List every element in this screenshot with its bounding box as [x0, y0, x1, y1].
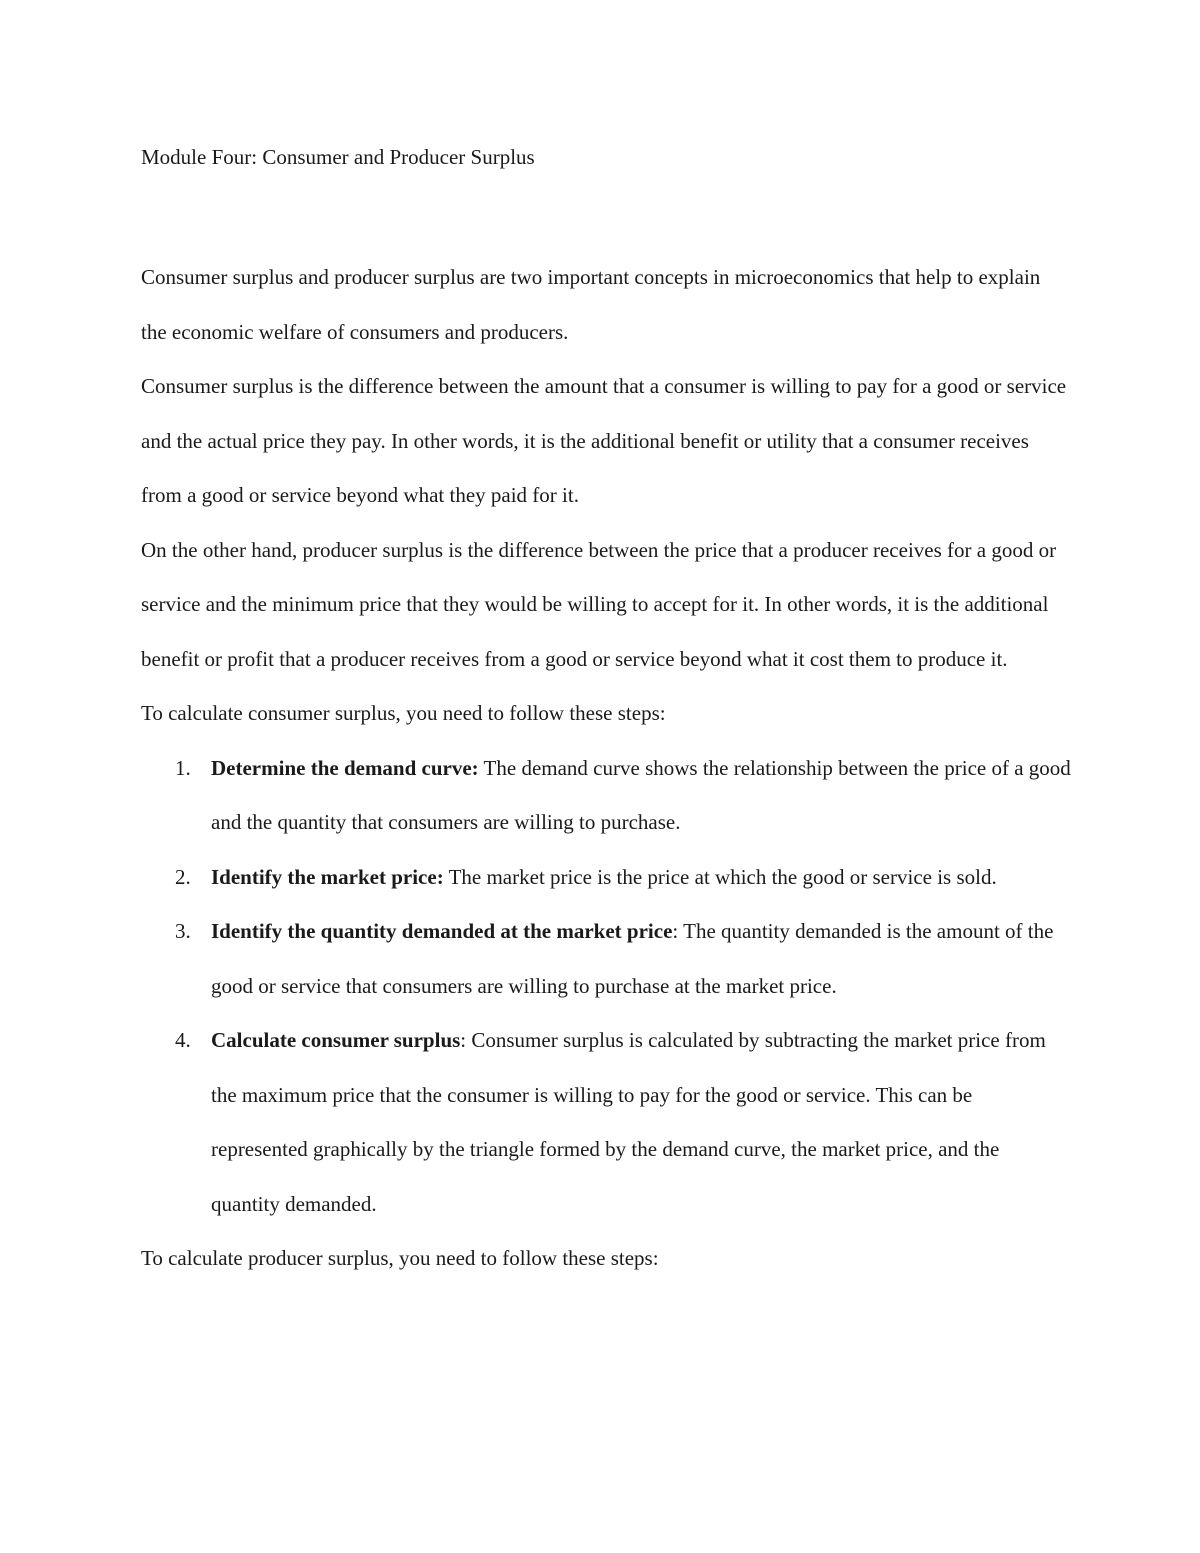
document-body: [141, 250, 1071, 1286]
producer-steps-intro: To calculate producer surplus, you need to follow these steps:: [141, 1246, 659, 1270]
step-text: : Consumer surplus is calculated by subtracting the market price from the maximum price that the consumer is willing to pay for the good or service. This can be represented graphically by the triangle formed by the demand curve, the market price, and the quantity demanded.: [211, 1028, 1046, 1216]
list-item: [211, 850, 1071, 905]
step-text: The demand curve shows the relationship between the price of a good and the quantity that consumers are willing to purchase.: [211, 755, 1071, 834]
step-text: : The quantity demanded is the amount of the good or service that consumers are willing to purchase at the market price.: [211, 919, 1054, 998]
list-item: [211, 1013, 1071, 1231]
producer-surplus-paragraph: On the other hand, producer surplus is the difference between the price that a producer receives for a good or service and the minimum price that they would be willing to accept for it. In other words, it is the additional benefit or profit that a producer receives from a good or service beyond what it cost them to produce it.: [141, 537, 1057, 671]
consumer-surplus-steps-list: [141, 741, 1071, 1232]
step-heading: Identify the quantity demanded at the market price: [211, 919, 673, 943]
step-text: The market price is the price at which the good or service is sold.: [443, 864, 997, 889]
step-heading: Determine the demand curve:: [211, 755, 479, 780]
document-title: Module Four: Consumer and Producer Surplus: [141, 145, 535, 169]
consumer-steps-intro: To calculate consumer surplus, you need to follow these steps:: [141, 701, 666, 725]
step-heading: Calculate consumer surplus: [211, 1028, 461, 1052]
list-item: [211, 741, 1071, 850]
intro-paragraph: Consumer surplus and producer surplus are two important concepts in microeconomics that help to explain the economic welfare of consumers and producers.: [141, 265, 1041, 344]
step-heading: Identify the market price:: [211, 864, 444, 889]
consumer-surplus-paragraph: Consumer surplus is the difference between the amount that a consumer is willing to pay for a good or service and the actual price they pay. In other words, it is the additional benefit or utility that a consumer receives from a good or service beyond what they paid for it.: [141, 374, 1067, 507]
list-item: [211, 904, 1071, 1013]
